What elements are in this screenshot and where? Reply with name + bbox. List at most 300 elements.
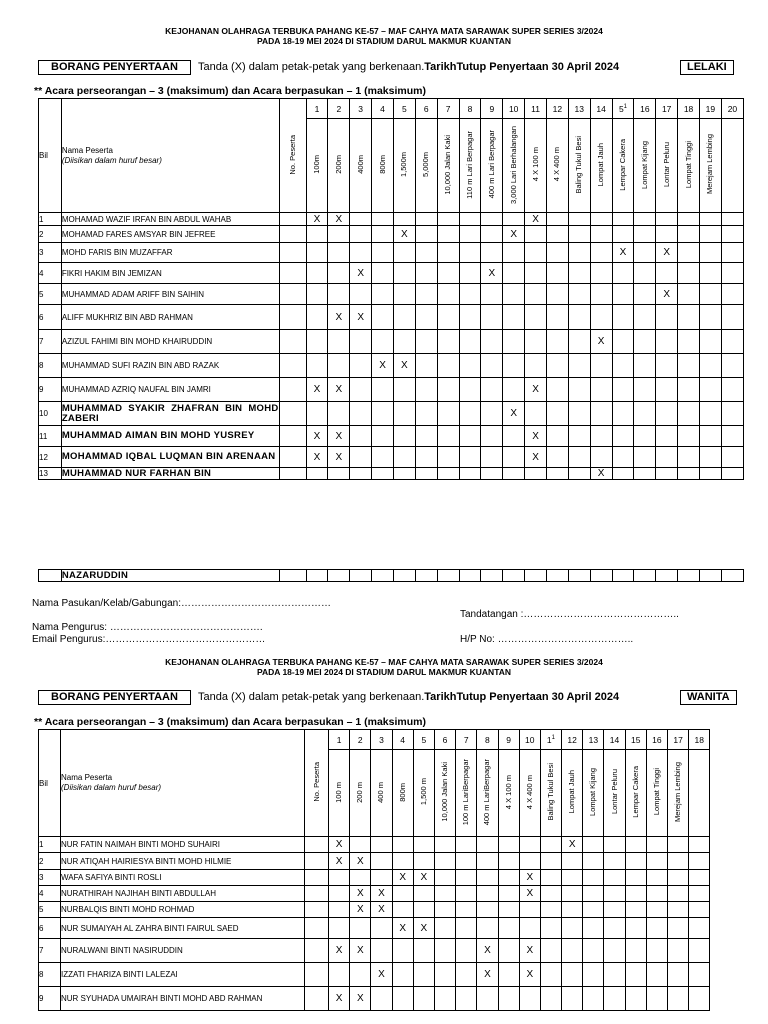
event-checkbox-cell[interactable]: [437, 447, 459, 468]
event-checkbox-cell[interactable]: [699, 284, 721, 305]
event-checkbox-cell[interactable]: [604, 939, 625, 963]
event-checkbox-cell[interactable]: [413, 853, 434, 870]
event-checkbox-cell[interactable]: [503, 402, 525, 426]
event-checkbox-cell[interactable]: [721, 305, 743, 330]
event-checkbox-cell[interactable]: [668, 902, 689, 918]
event-checkbox-cell[interactable]: [689, 837, 710, 853]
event-checkbox-cell[interactable]: [437, 305, 459, 330]
event-checkbox-cell[interactable]: [437, 570, 459, 582]
event-checkbox-cell[interactable]: [678, 426, 700, 447]
event-checkbox-cell[interactable]: [392, 939, 413, 963]
event-checkbox-cell[interactable]: [583, 918, 604, 939]
event-checkbox-cell[interactable]: [350, 243, 372, 263]
event-checkbox-cell[interactable]: [625, 963, 646, 987]
event-checkbox-cell[interactable]: [540, 886, 561, 902]
event-checkbox-cell[interactable]: [306, 468, 328, 480]
event-checkbox-cell[interactable]: [699, 447, 721, 468]
event-checkbox-cell[interactable]: [434, 939, 455, 963]
event-checkbox-cell[interactable]: [721, 330, 743, 354]
event-checkbox-cell[interactable]: [612, 226, 634, 243]
event-checkbox-cell[interactable]: [350, 886, 371, 902]
event-checkbox-cell[interactable]: [590, 570, 612, 582]
event-checkbox-cell[interactable]: [678, 468, 700, 480]
event-checkbox-cell[interactable]: [562, 870, 583, 886]
event-checkbox-cell[interactable]: [634, 447, 656, 468]
event-checkbox-cell[interactable]: [392, 870, 413, 886]
event-checkbox-cell[interactable]: [612, 378, 634, 402]
event-checkbox-cell[interactable]: [372, 284, 394, 305]
event-checkbox-cell[interactable]: [456, 870, 477, 886]
event-checkbox-cell[interactable]: [434, 837, 455, 853]
event-checkbox-cell[interactable]: [519, 918, 540, 939]
event-checkbox-cell[interactable]: [415, 213, 437, 226]
event-checkbox-cell[interactable]: [721, 402, 743, 426]
event-checkbox-cell[interactable]: [525, 354, 547, 378]
event-checkbox-cell[interactable]: [646, 918, 667, 939]
event-checkbox-cell[interactable]: [328, 284, 350, 305]
event-checkbox-cell[interactable]: [372, 570, 394, 582]
participant-name[interactable]: MUHAMMAD AZRIQ NAUFAL BIN JAMRI: [61, 378, 279, 402]
event-checkbox-cell[interactable]: [350, 354, 372, 378]
event-checkbox-cell[interactable]: [456, 902, 477, 918]
event-checkbox-cell[interactable]: [678, 330, 700, 354]
event-checkbox-cell[interactable]: [562, 902, 583, 918]
event-checkbox-cell[interactable]: [678, 226, 700, 243]
event-checkbox-cell[interactable]: [656, 402, 678, 426]
event-checkbox-cell[interactable]: [393, 447, 415, 468]
event-checkbox-cell[interactable]: [625, 939, 646, 963]
event-checkbox-cell[interactable]: [568, 570, 590, 582]
participant-no-cell[interactable]: [279, 354, 306, 378]
event-checkbox-cell[interactable]: [393, 570, 415, 582]
event-checkbox-cell[interactable]: [306, 330, 328, 354]
event-checkbox-cell[interactable]: [646, 902, 667, 918]
event-checkbox-cell[interactable]: [503, 263, 525, 284]
team-name-field[interactable]: Nama Pasukan/Kelab/Gabungan:………………………………………: [32, 598, 331, 609]
participant-name[interactable]: ALIFF MUKHRIZ BIN ABD RAHMAN: [61, 305, 279, 330]
event-checkbox-cell[interactable]: [699, 263, 721, 284]
event-checkbox-cell[interactable]: [583, 837, 604, 853]
event-checkbox-cell[interactable]: [562, 853, 583, 870]
event-checkbox-cell[interactable]: [634, 284, 656, 305]
event-checkbox-cell[interactable]: [634, 263, 656, 284]
event-checkbox-cell[interactable]: [525, 468, 547, 480]
event-checkbox-cell[interactable]: [415, 378, 437, 402]
event-checkbox-cell[interactable]: [503, 468, 525, 480]
event-checkbox-cell[interactable]: [590, 378, 612, 402]
event-checkbox-cell[interactable]: [568, 468, 590, 480]
event-checkbox-cell[interactable]: [350, 853, 371, 870]
event-checkbox-cell[interactable]: [612, 305, 634, 330]
event-checkbox-cell[interactable]: [546, 243, 568, 263]
event-checkbox-cell[interactable]: [590, 447, 612, 468]
event-checkbox-cell[interactable]: [371, 987, 392, 1011]
event-checkbox-cell[interactable]: [540, 987, 561, 1011]
event-checkbox-cell[interactable]: [306, 447, 328, 468]
event-checkbox-cell[interactable]: [477, 918, 498, 939]
event-checkbox-cell[interactable]: [393, 426, 415, 447]
event-checkbox-cell[interactable]: [625, 902, 646, 918]
participant-no-cell[interactable]: [279, 330, 306, 354]
event-checkbox-cell[interactable]: [393, 378, 415, 402]
event-checkbox-cell[interactable]: [371, 837, 392, 853]
event-checkbox-cell[interactable]: [525, 426, 547, 447]
event-checkbox-cell[interactable]: [329, 963, 350, 987]
event-checkbox-cell[interactable]: [456, 963, 477, 987]
event-checkbox-cell[interactable]: [525, 570, 547, 582]
event-checkbox-cell[interactable]: [328, 213, 350, 226]
event-checkbox-cell[interactable]: [372, 402, 394, 426]
event-checkbox-cell[interactable]: [546, 570, 568, 582]
event-checkbox-cell[interactable]: [656, 354, 678, 378]
event-checkbox-cell[interactable]: [371, 918, 392, 939]
event-checkbox-cell[interactable]: [477, 837, 498, 853]
event-checkbox-cell[interactable]: [371, 963, 392, 987]
participant-name[interactable]: AZIZUL FAHIMI BIN MOHD KHAIRUDDIN: [61, 330, 279, 354]
participant-name[interactable]: NURALWANI BINTI NASIRUDDIN: [61, 939, 305, 963]
participant-no-cell[interactable]: [279, 305, 306, 330]
event-checkbox-cell[interactable]: [372, 213, 394, 226]
event-checkbox-cell[interactable]: [546, 330, 568, 354]
event-checkbox-cell[interactable]: [371, 870, 392, 886]
event-checkbox-cell[interactable]: [612, 330, 634, 354]
event-checkbox-cell[interactable]: [583, 963, 604, 987]
event-checkbox-cell[interactable]: [721, 284, 743, 305]
event-checkbox-cell[interactable]: [393, 402, 415, 426]
event-checkbox-cell[interactable]: [625, 886, 646, 902]
event-checkbox-cell[interactable]: [634, 402, 656, 426]
event-checkbox-cell[interactable]: [350, 263, 372, 284]
event-checkbox-cell[interactable]: [350, 213, 372, 226]
event-checkbox-cell[interactable]: [689, 902, 710, 918]
event-checkbox-cell[interactable]: [437, 426, 459, 447]
event-checkbox-cell[interactable]: [329, 987, 350, 1011]
event-checkbox-cell[interactable]: [525, 447, 547, 468]
event-checkbox-cell[interactable]: [372, 330, 394, 354]
event-checkbox-cell[interactable]: [540, 918, 561, 939]
event-checkbox-cell[interactable]: [328, 354, 350, 378]
event-checkbox-cell[interactable]: [699, 226, 721, 243]
event-checkbox-cell[interactable]: [646, 853, 667, 870]
participant-name[interactable]: IZZATI FHARIZA BINTI LALEZAI: [61, 963, 305, 987]
event-checkbox-cell[interactable]: [646, 837, 667, 853]
participant-name[interactable]: NURBALQIS BINTI MOHD ROHMAD: [61, 902, 305, 918]
event-checkbox-cell[interactable]: [306, 305, 328, 330]
event-checkbox-cell[interactable]: [481, 243, 503, 263]
event-checkbox-cell[interactable]: [415, 263, 437, 284]
event-checkbox-cell[interactable]: [371, 902, 392, 918]
event-checkbox-cell[interactable]: [519, 870, 540, 886]
event-checkbox-cell[interactable]: [503, 570, 525, 582]
event-checkbox-cell[interactable]: [612, 447, 634, 468]
event-checkbox-cell[interactable]: [459, 330, 481, 354]
event-checkbox-cell[interactable]: [329, 886, 350, 902]
event-checkbox-cell[interactable]: [604, 987, 625, 1011]
event-checkbox-cell[interactable]: [481, 402, 503, 426]
event-checkbox-cell[interactable]: [372, 354, 394, 378]
event-checkbox-cell[interactable]: [392, 902, 413, 918]
event-checkbox-cell[interactable]: [434, 918, 455, 939]
event-checkbox-cell[interactable]: [721, 263, 743, 284]
event-checkbox-cell[interactable]: [634, 226, 656, 243]
event-checkbox-cell[interactable]: [583, 939, 604, 963]
event-checkbox-cell[interactable]: [437, 354, 459, 378]
event-checkbox-cell[interactable]: [481, 330, 503, 354]
event-checkbox-cell[interactable]: [413, 963, 434, 987]
event-checkbox-cell[interactable]: [546, 263, 568, 284]
event-checkbox-cell[interactable]: [590, 284, 612, 305]
event-checkbox-cell[interactable]: [437, 243, 459, 263]
event-checkbox-cell[interactable]: [328, 263, 350, 284]
event-checkbox-cell[interactable]: [668, 853, 689, 870]
event-checkbox-cell[interactable]: [350, 447, 372, 468]
event-checkbox-cell[interactable]: [668, 886, 689, 902]
event-checkbox-cell[interactable]: [329, 902, 350, 918]
event-checkbox-cell[interactable]: [329, 837, 350, 853]
event-checkbox-cell[interactable]: [546, 284, 568, 305]
event-checkbox-cell[interactable]: [459, 354, 481, 378]
event-checkbox-cell[interactable]: [498, 902, 519, 918]
event-checkbox-cell[interactable]: [437, 263, 459, 284]
event-checkbox-cell[interactable]: [546, 426, 568, 447]
participant-no-cell[interactable]: [305, 902, 329, 918]
participant-name[interactable]: NUR FATIN NAIMAH BINTI MOHD SUHAIRI: [61, 837, 305, 853]
event-checkbox-cell[interactable]: [678, 305, 700, 330]
event-checkbox-cell[interactable]: [583, 870, 604, 886]
event-checkbox-cell[interactable]: [393, 243, 415, 263]
event-checkbox-cell[interactable]: [413, 886, 434, 902]
event-checkbox-cell[interactable]: [392, 987, 413, 1011]
event-checkbox-cell[interactable]: [525, 305, 547, 330]
event-checkbox-cell[interactable]: [350, 468, 372, 480]
event-checkbox-cell[interactable]: [477, 853, 498, 870]
event-checkbox-cell[interactable]: [699, 468, 721, 480]
event-checkbox-cell[interactable]: [350, 378, 372, 402]
participant-name[interactable]: MUHAMMAD SYAKIR ZHAFRAN BIN MOHD ZABERI: [61, 402, 279, 424]
event-checkbox-cell[interactable]: [668, 939, 689, 963]
event-checkbox-cell[interactable]: [699, 354, 721, 378]
event-checkbox-cell[interactable]: [590, 354, 612, 378]
event-checkbox-cell[interactable]: [498, 987, 519, 1011]
event-checkbox-cell[interactable]: [604, 837, 625, 853]
event-checkbox-cell[interactable]: [568, 402, 590, 426]
event-checkbox-cell[interactable]: [721, 426, 743, 447]
event-checkbox-cell[interactable]: [437, 226, 459, 243]
participant-name[interactable]: MOHAMAD WAZIF IRFAN BIN ABDUL WAHAB: [61, 213, 279, 226]
event-checkbox-cell[interactable]: [546, 354, 568, 378]
participant-no-cell[interactable]: [305, 870, 329, 886]
event-checkbox-cell[interactable]: [540, 902, 561, 918]
event-checkbox-cell[interactable]: [306, 243, 328, 263]
event-checkbox-cell[interactable]: [568, 354, 590, 378]
event-checkbox-cell[interactable]: [393, 263, 415, 284]
event-checkbox-cell[interactable]: [525, 226, 547, 243]
event-checkbox-cell[interactable]: [434, 886, 455, 902]
participant-no-cell[interactable]: [279, 447, 306, 468]
phone-field[interactable]: H/P No: …………………………………..: [460, 634, 634, 645]
event-checkbox-cell[interactable]: [350, 284, 372, 305]
event-checkbox-cell[interactable]: [525, 263, 547, 284]
event-checkbox-cell[interactable]: [392, 886, 413, 902]
event-checkbox-cell[interactable]: [328, 226, 350, 243]
event-checkbox-cell[interactable]: [503, 426, 525, 447]
event-checkbox-cell[interactable]: [459, 226, 481, 243]
event-checkbox-cell[interactable]: [583, 902, 604, 918]
event-checkbox-cell[interactable]: [656, 213, 678, 226]
event-checkbox-cell[interactable]: [415, 284, 437, 305]
event-checkbox-cell[interactable]: [503, 378, 525, 402]
event-checkbox-cell[interactable]: [459, 402, 481, 426]
event-checkbox-cell[interactable]: [437, 284, 459, 305]
event-checkbox-cell[interactable]: [525, 213, 547, 226]
event-checkbox-cell[interactable]: [689, 939, 710, 963]
event-checkbox-cell[interactable]: [393, 305, 415, 330]
event-checkbox-cell[interactable]: [413, 837, 434, 853]
participant-no-cell[interactable]: [279, 402, 306, 426]
event-checkbox-cell[interactable]: [612, 570, 634, 582]
event-checkbox-cell[interactable]: [583, 987, 604, 1011]
event-checkbox-cell[interactable]: [656, 284, 678, 305]
participant-name[interactable]: WAFA SAFIYA BINTI ROSLI: [61, 870, 305, 886]
event-checkbox-cell[interactable]: [604, 870, 625, 886]
event-checkbox-cell[interactable]: [540, 870, 561, 886]
event-checkbox-cell[interactable]: [699, 402, 721, 426]
event-checkbox-cell[interactable]: [306, 354, 328, 378]
event-checkbox-cell[interactable]: [392, 963, 413, 987]
event-checkbox-cell[interactable]: [415, 330, 437, 354]
event-checkbox-cell[interactable]: [634, 213, 656, 226]
participant-name[interactable]: FIKRI HAKIM BIN JEMIZAN: [61, 263, 279, 284]
event-checkbox-cell[interactable]: [459, 243, 481, 263]
event-checkbox-cell[interactable]: [459, 426, 481, 447]
event-checkbox-cell[interactable]: [590, 305, 612, 330]
event-checkbox-cell[interactable]: [350, 870, 371, 886]
event-checkbox-cell[interactable]: [392, 918, 413, 939]
event-checkbox-cell[interactable]: [678, 213, 700, 226]
event-checkbox-cell[interactable]: [503, 305, 525, 330]
event-checkbox-cell[interactable]: [689, 870, 710, 886]
event-checkbox-cell[interactable]: [656, 263, 678, 284]
event-checkbox-cell[interactable]: [456, 939, 477, 963]
event-checkbox-cell[interactable]: [721, 354, 743, 378]
event-checkbox-cell[interactable]: [503, 354, 525, 378]
event-checkbox-cell[interactable]: [503, 284, 525, 305]
event-checkbox-cell[interactable]: [604, 963, 625, 987]
event-checkbox-cell[interactable]: [503, 213, 525, 226]
event-checkbox-cell[interactable]: [350, 330, 372, 354]
event-checkbox-cell[interactable]: [306, 378, 328, 402]
event-checkbox-cell[interactable]: [668, 918, 689, 939]
event-checkbox-cell[interactable]: [604, 853, 625, 870]
participant-no-cell[interactable]: [279, 468, 306, 480]
participant-name[interactable]: MOHD FARIS BIN MUZAFFAR: [61, 243, 279, 263]
event-checkbox-cell[interactable]: [328, 330, 350, 354]
event-checkbox-cell[interactable]: [689, 886, 710, 902]
event-checkbox-cell[interactable]: [525, 243, 547, 263]
event-checkbox-cell[interactable]: [481, 305, 503, 330]
event-checkbox-cell[interactable]: [562, 837, 583, 853]
event-checkbox-cell[interactable]: [678, 263, 700, 284]
event-checkbox-cell[interactable]: [415, 570, 437, 582]
participant-no-cell[interactable]: [305, 963, 329, 987]
event-checkbox-cell[interactable]: [437, 330, 459, 354]
event-checkbox-cell[interactable]: [699, 305, 721, 330]
event-checkbox-cell[interactable]: [546, 378, 568, 402]
event-checkbox-cell[interactable]: [481, 226, 503, 243]
event-checkbox-cell[interactable]: [583, 886, 604, 902]
event-checkbox-cell[interactable]: [699, 330, 721, 354]
event-checkbox-cell[interactable]: [668, 870, 689, 886]
event-checkbox-cell[interactable]: [415, 354, 437, 378]
participant-no-cell[interactable]: [279, 213, 306, 226]
event-checkbox-cell[interactable]: [678, 243, 700, 263]
event-checkbox-cell[interactable]: [721, 468, 743, 480]
event-checkbox-cell[interactable]: [350, 226, 372, 243]
event-checkbox-cell[interactable]: [415, 447, 437, 468]
event-checkbox-cell[interactable]: [546, 447, 568, 468]
event-checkbox-cell[interactable]: [612, 284, 634, 305]
event-checkbox-cell[interactable]: [568, 243, 590, 263]
event-checkbox-cell[interactable]: [721, 243, 743, 263]
continued-no-cell[interactable]: [279, 570, 306, 582]
event-checkbox-cell[interactable]: [372, 378, 394, 402]
event-checkbox-cell[interactable]: [646, 939, 667, 963]
event-checkbox-cell[interactable]: [459, 284, 481, 305]
event-checkbox-cell[interactable]: [625, 987, 646, 1011]
event-checkbox-cell[interactable]: [721, 226, 743, 243]
event-checkbox-cell[interactable]: [328, 570, 350, 582]
event-checkbox-cell[interactable]: [498, 886, 519, 902]
signature-field[interactable]: Tandatangan :………………………………………..: [460, 609, 679, 620]
event-checkbox-cell[interactable]: [612, 243, 634, 263]
event-checkbox-cell[interactable]: [329, 853, 350, 870]
participant-no-cell[interactable]: [305, 939, 329, 963]
event-checkbox-cell[interactable]: [372, 426, 394, 447]
event-checkbox-cell[interactable]: [721, 213, 743, 226]
participant-name[interactable]: MOHAMMAD IQBAL LUQMAN BIN ARENAAN: [61, 447, 279, 468]
event-checkbox-cell[interactable]: [393, 468, 415, 480]
event-checkbox-cell[interactable]: [678, 378, 700, 402]
event-checkbox-cell[interactable]: [350, 918, 371, 939]
event-checkbox-cell[interactable]: [393, 354, 415, 378]
event-checkbox-cell[interactable]: [625, 870, 646, 886]
event-checkbox-cell[interactable]: [604, 902, 625, 918]
event-checkbox-cell[interactable]: [634, 570, 656, 582]
event-checkbox-cell[interactable]: [459, 213, 481, 226]
participant-no-cell[interactable]: [279, 426, 306, 447]
event-checkbox-cell[interactable]: [689, 853, 710, 870]
event-checkbox-cell[interactable]: [498, 870, 519, 886]
event-checkbox-cell[interactable]: [612, 354, 634, 378]
event-checkbox-cell[interactable]: [437, 468, 459, 480]
event-checkbox-cell[interactable]: [459, 447, 481, 468]
event-checkbox-cell[interactable]: [546, 468, 568, 480]
event-checkbox-cell[interactable]: [634, 243, 656, 263]
event-checkbox-cell[interactable]: [590, 263, 612, 284]
event-checkbox-cell[interactable]: [583, 853, 604, 870]
event-checkbox-cell[interactable]: [350, 939, 371, 963]
event-checkbox-cell[interactable]: [415, 226, 437, 243]
event-checkbox-cell[interactable]: [568, 305, 590, 330]
participant-name[interactable]: MOHAMAD FARES AMSYAR BIN JEFREE: [61, 226, 279, 243]
event-checkbox-cell[interactable]: [568, 447, 590, 468]
event-checkbox-cell[interactable]: [689, 987, 710, 1011]
event-checkbox-cell[interactable]: [306, 570, 328, 582]
event-checkbox-cell[interactable]: [437, 213, 459, 226]
event-checkbox-cell[interactable]: [540, 853, 561, 870]
event-checkbox-cell[interactable]: [481, 284, 503, 305]
event-checkbox-cell[interactable]: [568, 330, 590, 354]
